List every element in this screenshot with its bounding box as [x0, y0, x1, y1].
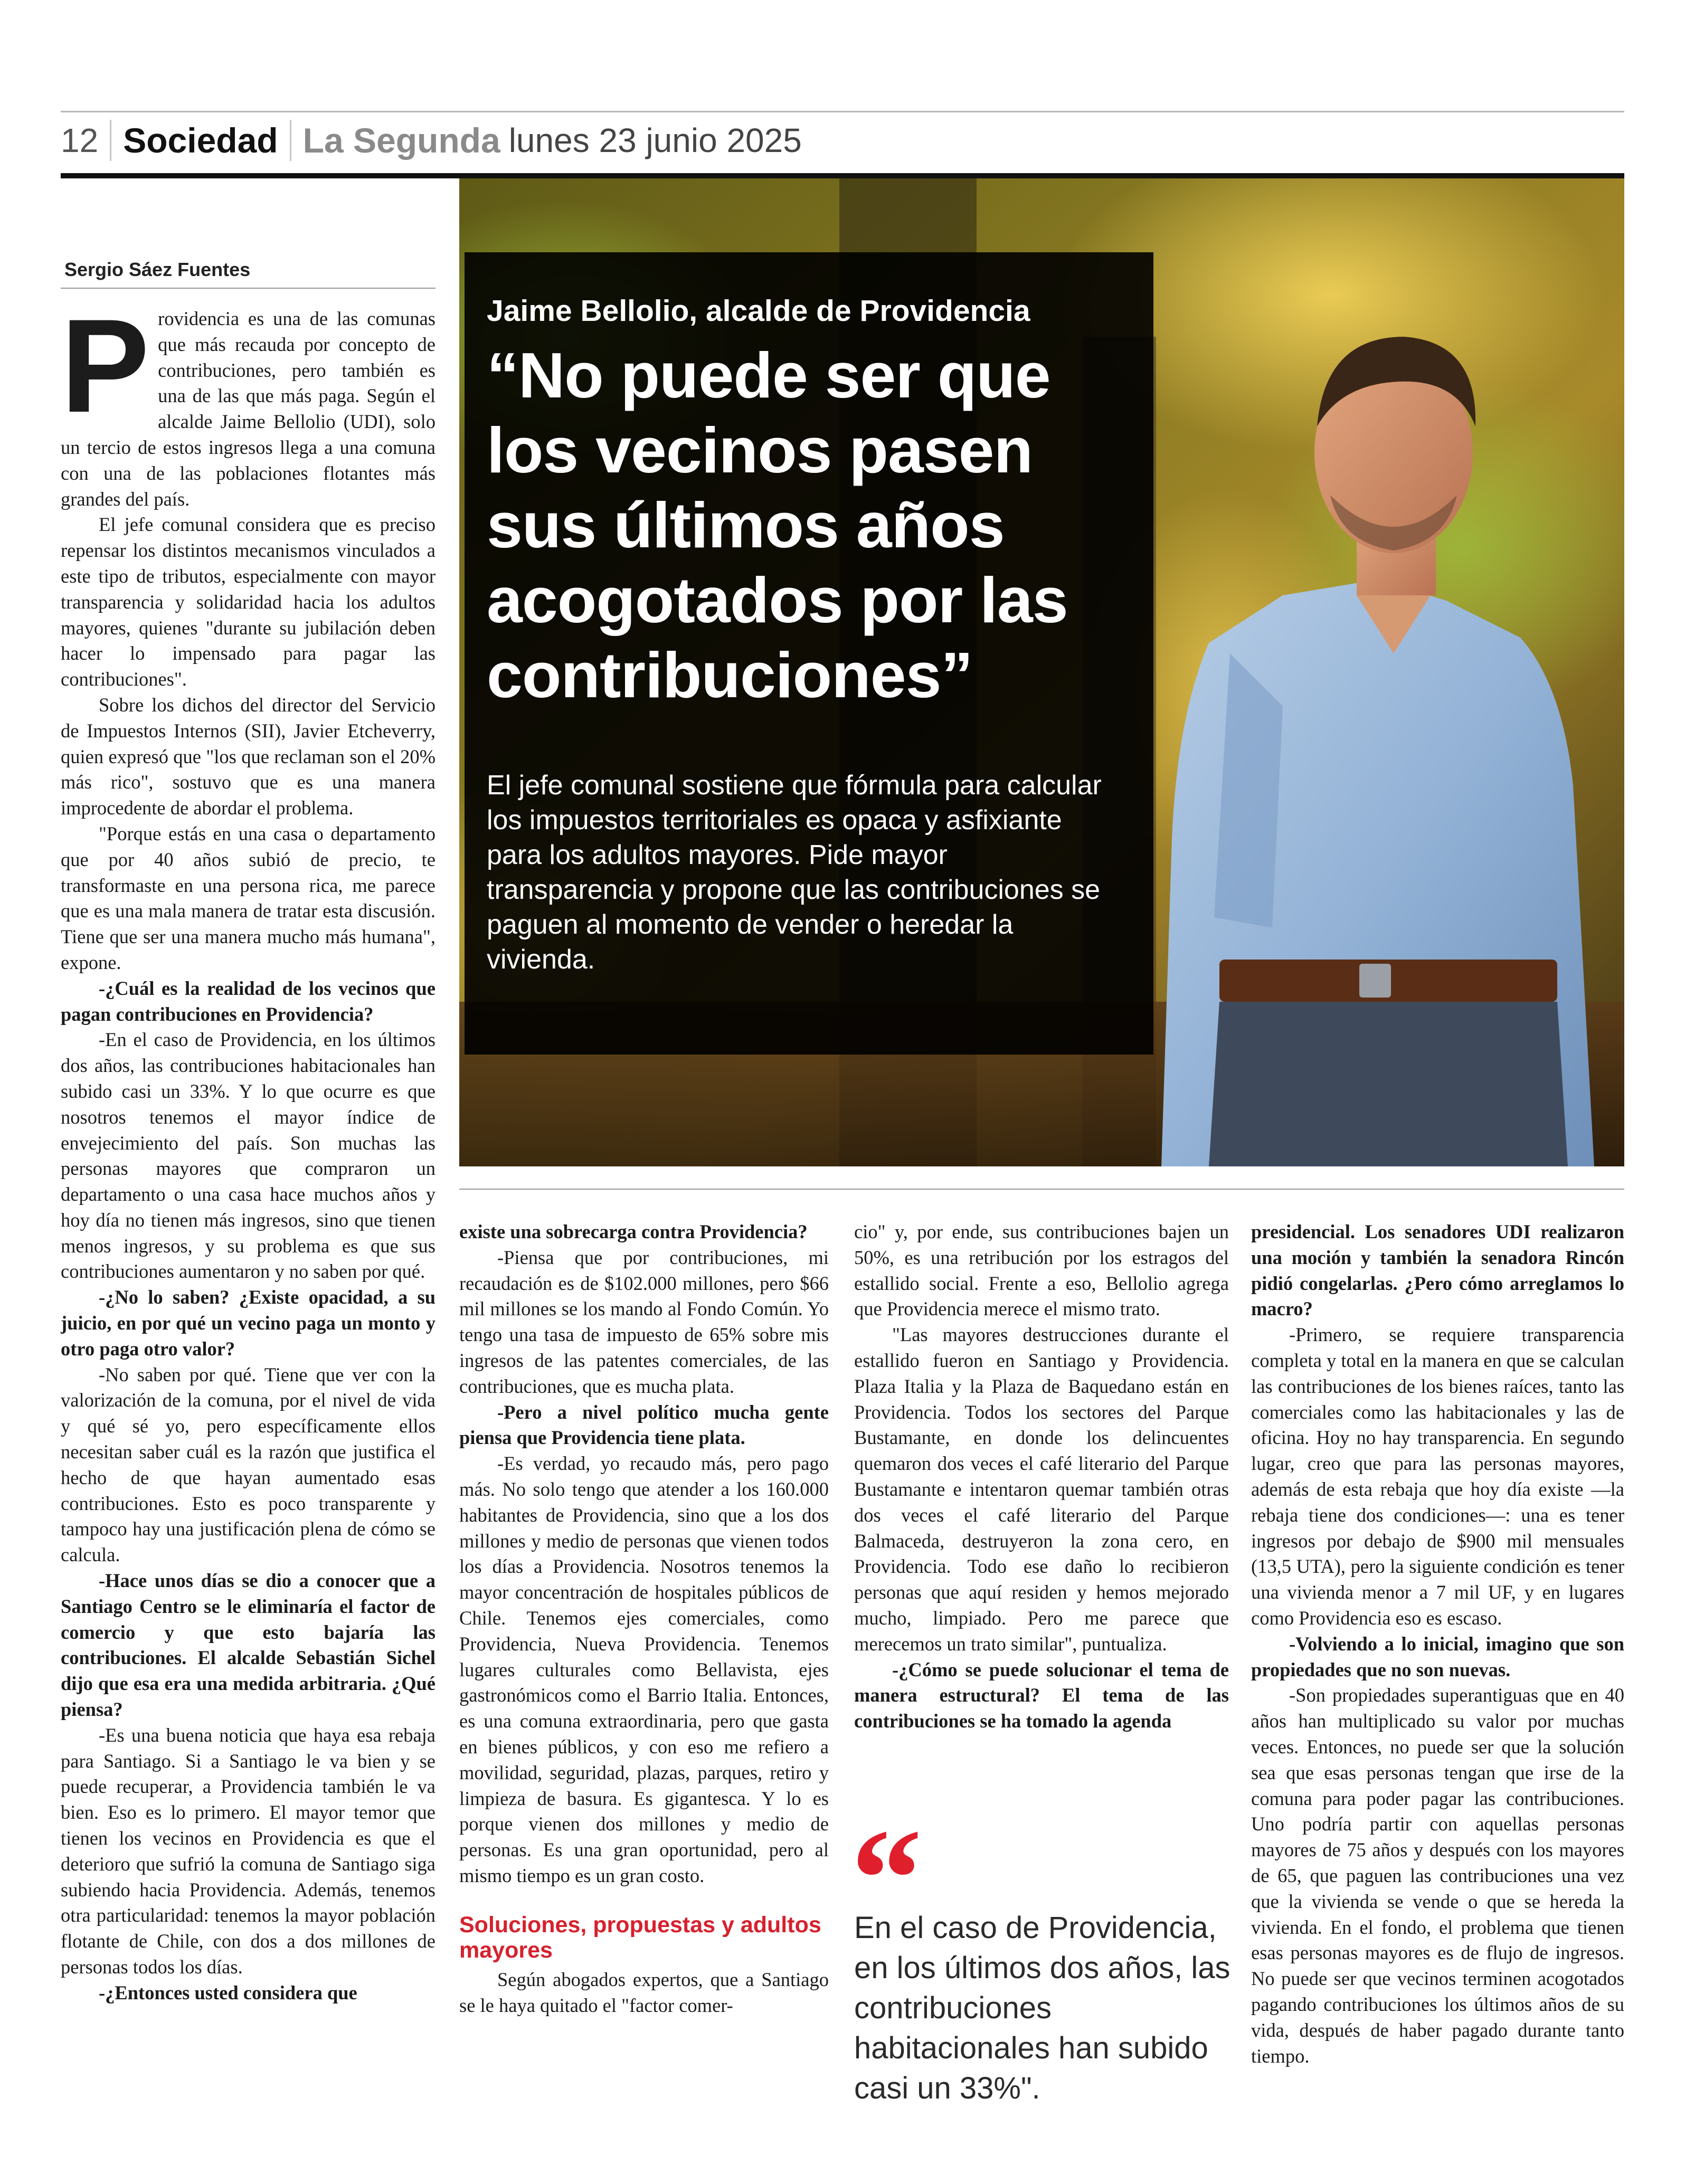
article-column-4 [1251, 1219, 1624, 2138]
interview-question: existe una sobrecarga contra Providencia? [459, 1221, 808, 1242]
interview-question: -Volviendo a lo inicial, imagino que son propiedades que no son nuevas. [1251, 1632, 1624, 1680]
byline: Sergio Sáez Fuentes [64, 259, 251, 280]
article-column-3 [854, 1219, 1229, 1763]
interview-question: -¿No lo saben? ¿Existe opacidad, a su juicio, en por qué un vecino paga un monto y otro paga otro valor? [61, 1286, 436, 1360]
paragraph: -Es verdad, yo recaudo más, pero pago más. No solo tengo que atender a los 160.000 habitantes de Providencia, sino que a los dos millones y medio de personas que vienen todos los días a Providencia. Nosotros tenemos la mayor concentración de hospitales públicos de Chile. Tenemos ejes comerciales, como Providencia, Nueva Providencia. Tenemos lugares culturales como Bellavista, ejes gastronómicos como el Barrio Italia. Entonces, es una comuna extraordinaria, pero que gasta en bienes públicos, y con eso me refiero a movilidad, seguridad, plazas, parques, retiro y limpieza de basura. Es gigantesca. Y lo es porque vienen dos millones y medio de personas. Es una gran oportunidad, pero al mismo tiempo es un gran costo. [459, 1452, 829, 1886]
paragraph: Providencia es una de las comunas que más recauda por concepto de contribuciones, pero también es una de las que más paga. Según el alcalde Jaime Bellolio (UDI), solo un tercio de estos ingresos llega a una comuna con una de las poblaciones flotantes más grandes del país. [61, 306, 436, 510]
byline-rule [61, 288, 436, 289]
interview-question: -Pero a nivel político mucha gente piensa que Providencia tiene plata. [459, 1401, 829, 1449]
paragraph: "Las mayores destrucciones durante el estallido fueron en Santiago y Providencia. Plaza Italia y la Plaza de Baquedano están en Providencia. Todos los sectores del Parque Bustamante, en donde los delincuentes quemaron dos veces el café literario del Parque Bustamante e intentaron quemar también otras dos veces el café literario del Parque Balmaceda, destruyeron la zona cero, en Providencia. Todo ese daño lo recibieron personas que aquí residen y hemos mejorado mucho, limpiado. Pero me parece que merecemos un trato similar", puntualiza. [854, 1324, 1229, 1655]
article-column-1 [61, 306, 436, 2122]
page-header [61, 116, 802, 165]
paragraph: -No saben por qué. Tiene que ver con la valorización de la comuna, por el nivel de vida y qué sé yo, pero específicamente ellos necesitan saber cuál es la razón que justifica el hecho de que hayan aumentado esas contribuciones. Esto es poco transparente y tampoco hay una justificación plena de cómo se calcula. [61, 1363, 436, 1566]
paragraph: -Piensa que por contribuciones, mi recaudación es de $102.000 millones, pero $66 mil millones se los mando al Fondo Común. Yo tengo una tasa de impuesto de 65% sobre mis ingresos de las patentes comerciales, de las contribuciones, que es mucha plata. [459, 1246, 829, 1397]
headline-title: “No puede ser que los vecinos pasen sus últimos años acogotados por las contribuciones” [487, 339, 1068, 711]
paragraph: -Primero, se requiere transparencia completa y total en la manera en que se calculan las contribuciones de los bienes raíces, tanto las comerciales como las habitacionales y las de oficina. Hoy no hay transparencia. En segundo lugar, creo que para las personas mayores, además de esta rebaja que hoy día existe —la rebaja tiene dos condiciones—: una es tener ingresos por debajo de $900 mil mensuales (13,5 UTA), pero la siguiente condición es tener una vivienda menor a 7 mil UF, y en lugares como Providencia eso es escaso. [1251, 1324, 1624, 1629]
photo-bottom-rule [459, 1189, 1624, 1190]
article-column-2 [459, 1219, 829, 2116]
interview-question: -¿Cómo se puede solucionar el tema de manera estructural? El tema de las contribuciones se ha tomado la agenda [854, 1658, 1229, 1732]
paragraph: cio" y, por ende, sus contribuciones bajen un 50%, es una retribución por los estragos del estallido social. Frente a eso, Bellolio agrega que Providencia merece el mismo trato. [854, 1221, 1229, 1320]
header-bottom-rule [61, 173, 1624, 178]
paragraph: "Porque estás en una casa o departamento que por 40 años subió de precio, te transformaste en una persona rica, me parece que es una mala manera de tratar esta discusión. Tiene que ser una manera mucho más humana", expone. [61, 822, 436, 973]
interview-question: -¿Entonces usted considera que [99, 1981, 357, 2003]
newspaper-name: La Segunda [302, 121, 500, 160]
paragraph: Según abogados expertos, que a Santiago se le haya quitado el "factor comer- [459, 1968, 829, 2016]
subheading: Soluciones, propuestas y adultos mayores [459, 1912, 821, 1963]
header-top-rule [61, 111, 1624, 112]
interview-question: -Hace unos días se dio a conocer que a Santiago Centro se le eliminaría el factor de comercio y que esto bajaría las contribuciones. El alcalde Sebastián Sichel dijo que esa era una medida arbitraria. ¿Qué piensa? [61, 1570, 436, 1721]
paragraph: -Es una buena noticia que haya esa rebaja para Santiago. Si a Santiago le va bien y se puede recuperar, a Providencia también le va bien. Eso es lo primero. El mayor temor que tienen los vecinos en Providencia es que el deterioro que sufrió la comuna de Santiago siga subiendo hacia Providencia. Además, tenemos otra particularidad: tenemos la mayor población flotante de Chile, con dos a dos millones de personas todos los días. [61, 1724, 436, 1978]
paragraph: El jefe comunal considera que es preciso repensar los distintos mecanismos vinculados a este tipo de tributos, especialmente con mayor transparencia y solidaridad hacia los adultos mayores, quienes "durante su jubilación deben hacer lo impensado para pagar las contribuciones". [61, 514, 436, 690]
header-divider [110, 120, 111, 161]
section-name: Sociedad [123, 121, 278, 160]
header-divider [290, 120, 291, 161]
paragraph: -Son propiedades superantiguas que en 40 años han multiplicado su valor por muchas veces. Entonces, no puede ser que la solución sea que esas personas tengan que irse de la comuna para poder pagar las contribuciones. Uno podría partir con aquellas personas mayores de 75 años y después con los mayores de 65, que paguen las contribuciones una vez que la vivienda se vende o que se hereda la vivienda. En el fondo, el problema que tienen esas personas mayores es de flujo de ingresos. No puede ser que vecinos terminen acogotados pagando contribuciones los últimos años de su vida, después de haber pagado durante tanto tiempo. [1251, 1684, 1624, 2067]
headline-kicker: Jaime Bellolio, alcalde de Providencia [487, 294, 1030, 328]
quote-mark-icon: “ [851, 1800, 922, 1958]
interview-question: -¿Cuál es la realidad de los vecinos que pagan contribuciones en Providencia? [61, 977, 436, 1025]
interview-question: presidencial. Los senadores UDI realizaron una moción y también la senadora Rincón pidió congelarlas. ¿Pero cómo arreglamos lo macro? [1251, 1221, 1624, 1320]
issue-date: lunes 23 junio 2025 [508, 121, 802, 159]
pull-quote: En el caso de Providencia, en los últimos dos años, las contribuciones habitacionales han subido casi un 33%". [854, 1911, 1230, 2105]
headline-deck: El jefe comunal sostiene que fórmula para calcular los impuestos territoriales es opaca y asfixiante para los adultos mayores. Pide mayor transparencia y propone que las contribuciones se paguen al momento de vender o heredar la vivienda. [487, 770, 1102, 975]
page-number: 12 [61, 121, 99, 159]
paragraph: -En el caso de Providencia, en los últimos dos años, las contribuciones habitacionales han subido casi un 33%. Y lo que ocurre es que nosotros tenemos el mayor índice de envejecimiento del país. Son muchas las personas mayores que compraron un departamento o una casa hace muchos años y hoy día no tienen más ingresos, sino que tienen menos ingresos, y su problema es que sus contribuciones aumentaron y no saben por qué. [61, 1029, 436, 1283]
paragraph: Sobre los dichos del director del Servicio de Impuestos Internos (SII), Javier Etcheverry, quien expresó que "los que reclaman son el 20% más rico", sostuvo que es una manera improcedente de abordar el problema. [61, 694, 436, 819]
